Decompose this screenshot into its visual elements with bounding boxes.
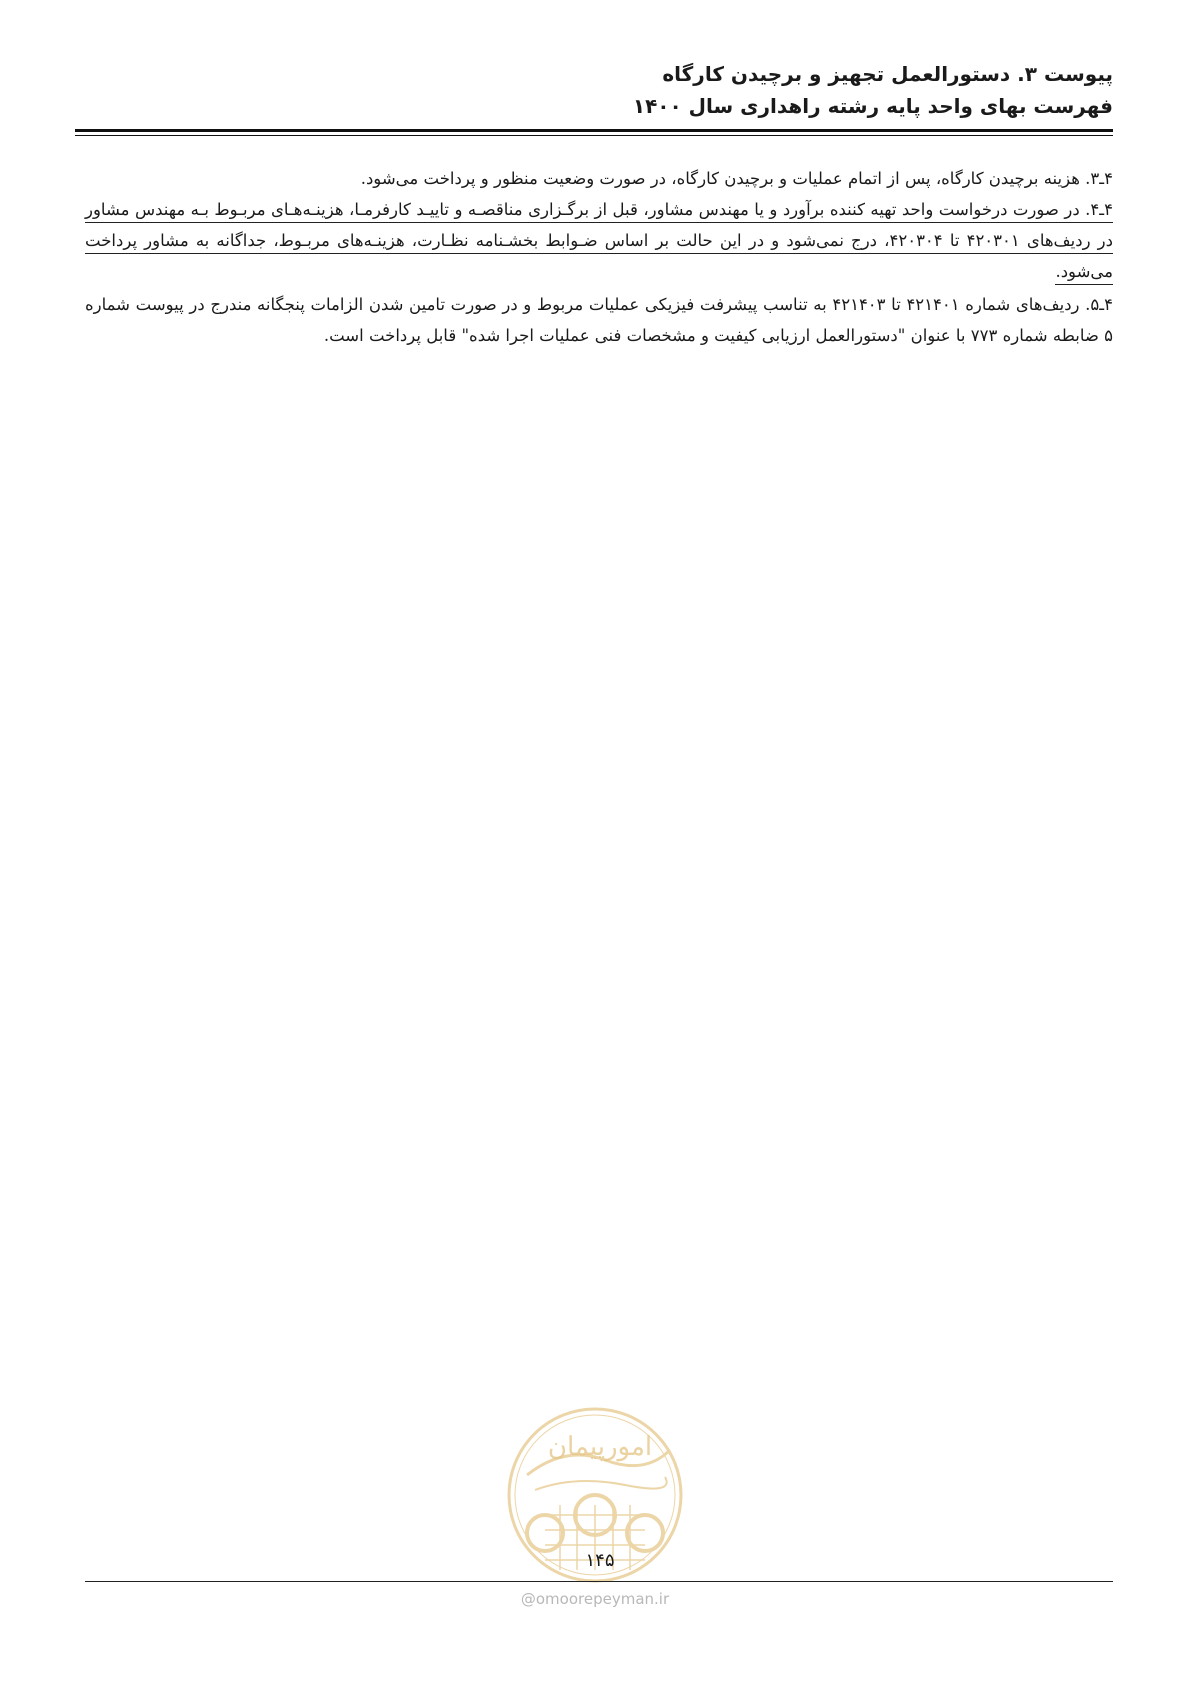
clause-4-5: ۴ـ۵. ردیف‌های شماره ۴۲۱۴۰۱ تا ۴۲۱۴۰۳ به تناسب پیشرفت فیزیکی عملیات مربوط و در صورت تامین شدن الزامات پنجگانه مندرج در پیوست شماره ۵ ضابطه شماره ۷۷۳ با عنوان "دستورالعمل ارزیابی کیفیت و مشخصات فنی عملیات اجرا شده" قابل پرداخت است. xyxy=(85,295,1113,345)
footer-rule xyxy=(85,1581,1113,1582)
document-body xyxy=(85,163,1113,351)
clause-4-4-text: ۴ـ۴. در صورت درخواست واحد تهیه کننده برآورد و یا مهندس مشاور، قبل از برگـزاری مناقصـه و تاییـد کارفرمـا، هزینـه‌هـای مربـوط بـه مهندس مشاور در ردیف‌های ۴۲۰۳۰۱ تا ۴۲۰۳۰۴، درج نمی‌شود و در این حالت بر اساس ضـوابط بخشـنامه نظـارت، هزینـه‌های مربـوط، جداگانه به مشاور پرداخت می‌شود. xyxy=(85,200,1113,285)
header-rule-thin xyxy=(75,135,1113,136)
header-price-list-title: فهرست بهای واحد پایه رشته راهداری سال ۱۴۰۰ xyxy=(632,94,1113,118)
clause-4-3: ۴ـ۳. هزینه برچیدن کارگاه، پس از اتمام عملیات و برچیدن کارگاه، در صورت وضعیت منظور و پرداخت می‌شود. xyxy=(360,169,1113,188)
page-number: ۱۴۵ xyxy=(585,1550,615,1571)
clause-4-4 xyxy=(85,194,1113,287)
logo-script-text: امورپیمان xyxy=(547,1432,653,1462)
header-appendix-title: پیوست ۳. دستورالعمل تجهیز و برچیدن کارگاه xyxy=(662,62,1113,86)
page-header xyxy=(75,58,1113,122)
site-watermark: @omoorepeyman.ir xyxy=(520,1590,670,1608)
header-rule-thick xyxy=(75,129,1113,132)
